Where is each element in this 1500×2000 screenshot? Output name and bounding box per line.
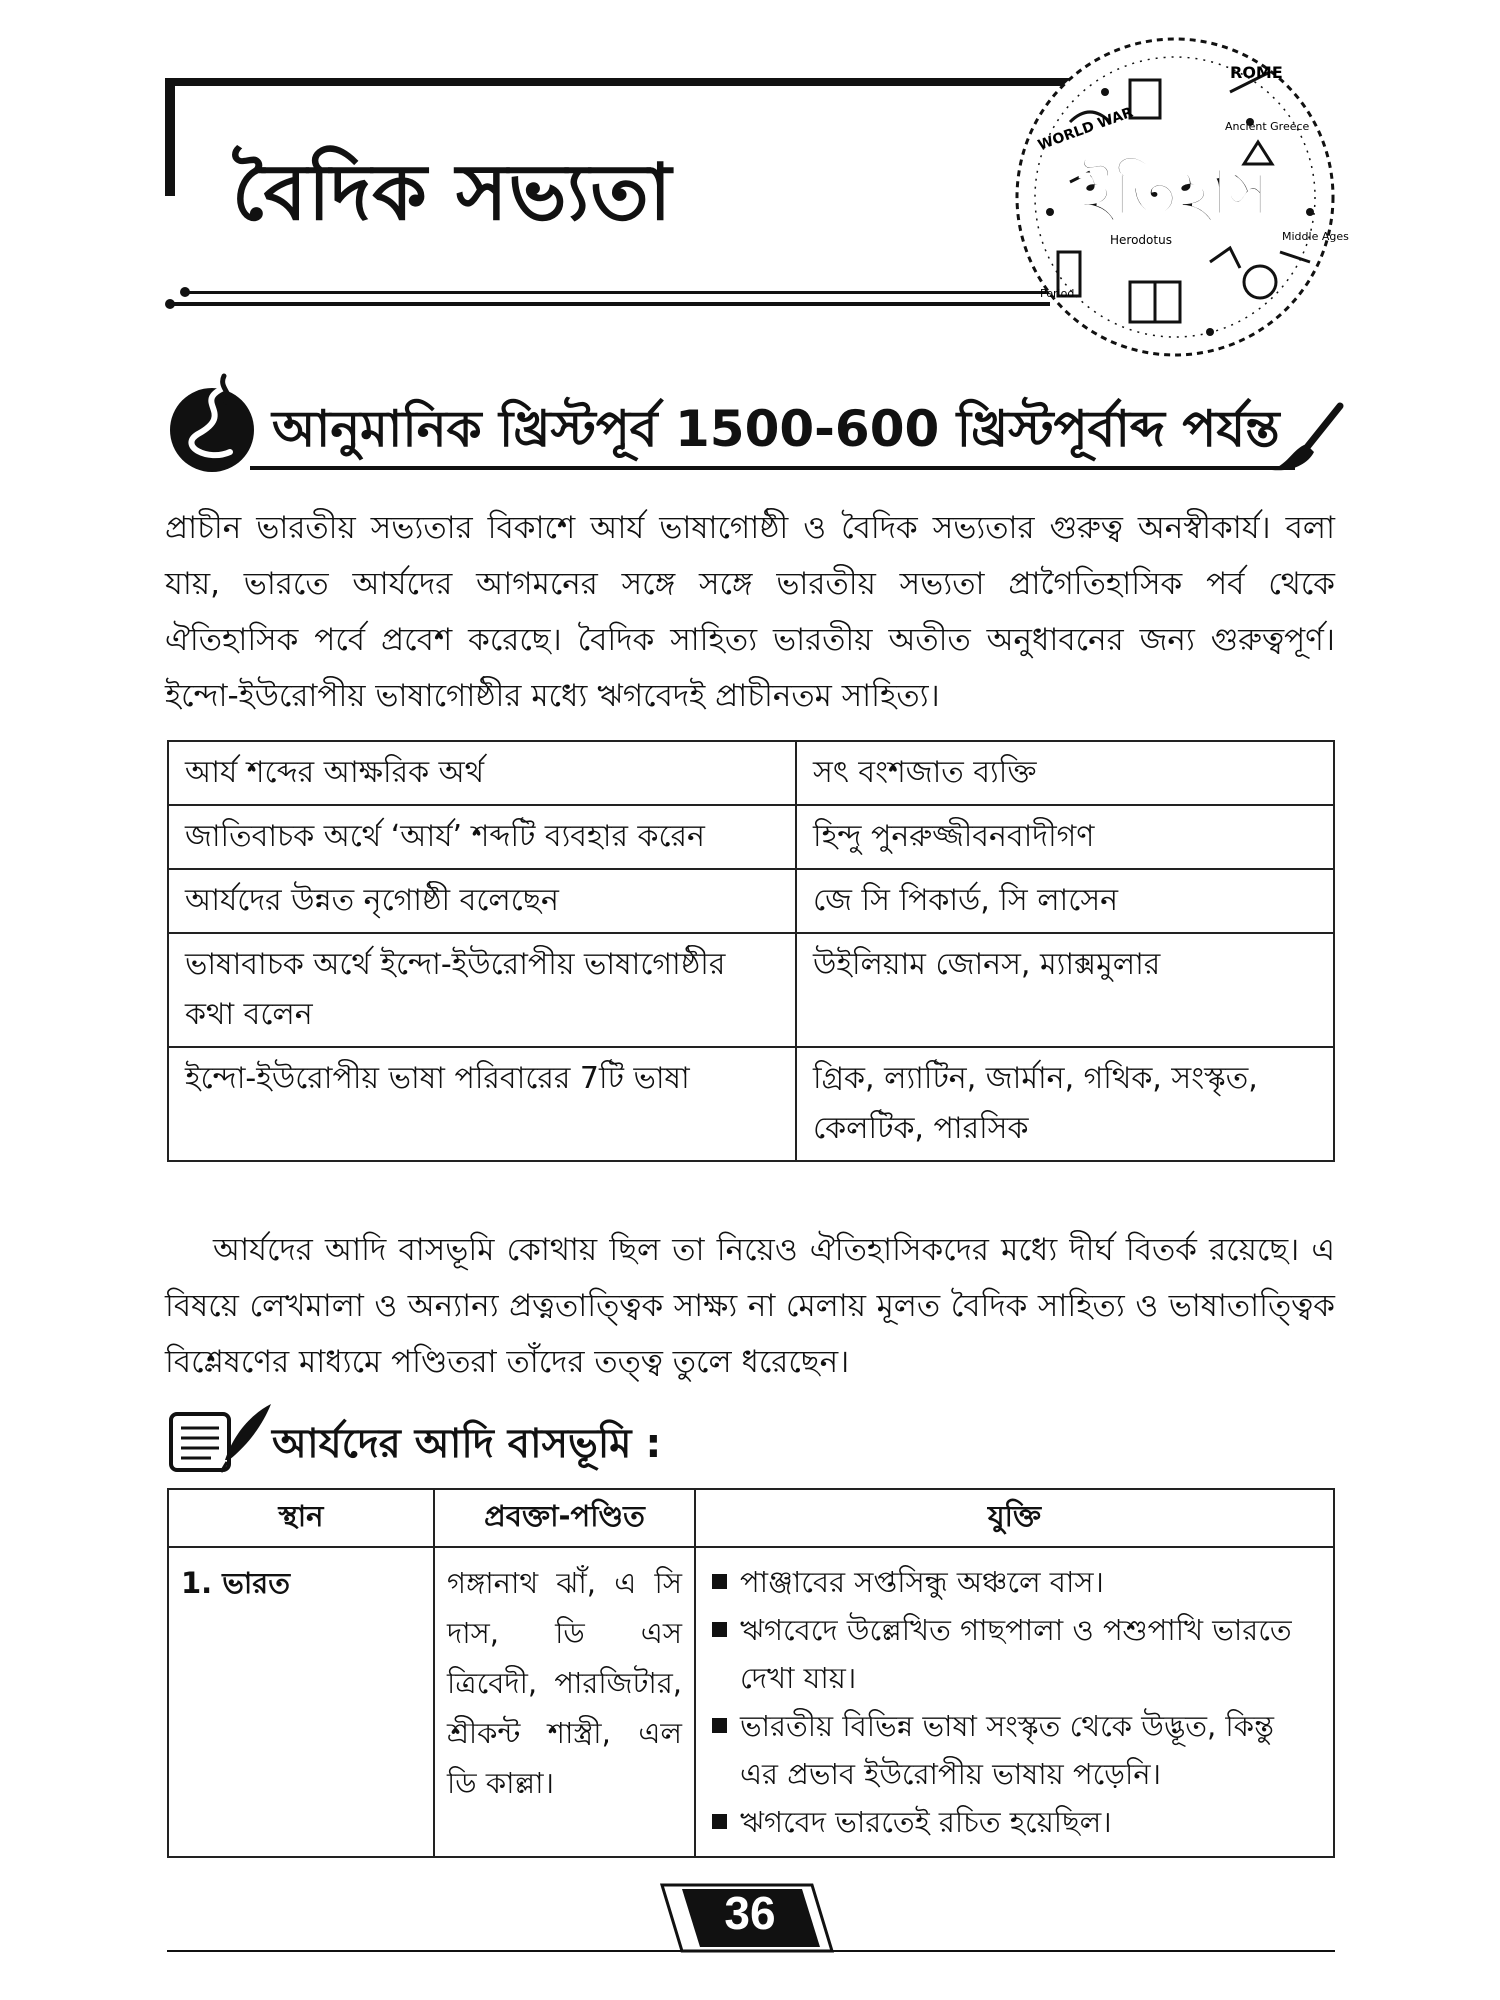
badge-label: WORLD WAR bbox=[1035, 104, 1136, 154]
table-cell: সৎ বংশজাত ব্যক্তি bbox=[796, 741, 1334, 805]
badge-label: Herodotus bbox=[1110, 233, 1172, 247]
table-row bbox=[168, 1547, 1334, 1857]
header-left-bar bbox=[165, 78, 175, 196]
list-item: ঋগবেদে উল্লেখিত গাছপালা ও পশুপাখি ভারতে দেখা যায়। bbox=[708, 1606, 1321, 1702]
reasons-list bbox=[708, 1558, 1321, 1846]
table-cell: আর্য শব্দের আক্ষরিক অর্থ bbox=[168, 741, 796, 805]
column-header-scholars: প্রবক্তা-পণ্ডিত bbox=[434, 1489, 695, 1547]
page-title: বৈদিক সভ্যতা bbox=[232, 148, 673, 238]
badge-main-text: ইতিহাস bbox=[1080, 156, 1270, 229]
table-cell: উইলিয়াম জোনস, ম্যাক্সমুলার bbox=[796, 933, 1334, 1047]
place-cell: 1. ভারত bbox=[168, 1547, 434, 1857]
history-badge-icon bbox=[1010, 32, 1349, 362]
list-item: ঋগবেদ ভারতেই রচিত হয়েছিল। bbox=[708, 1798, 1321, 1846]
paintbrush-icon bbox=[1268, 402, 1344, 476]
list-item: পাঞ্জাবের সপ্তসিন্ধু অঞ্চলে বাস। bbox=[708, 1558, 1321, 1606]
table-row bbox=[168, 933, 1334, 1047]
column-header-place: স্থান bbox=[168, 1489, 434, 1547]
homeland-table bbox=[167, 1488, 1335, 1858]
table-cell: আর্যদের উন্নত নৃগোষ্ঠী বলেছেন bbox=[168, 869, 796, 933]
list-item: ভারতীয় বিভিন্ন ভাষা সংস্কৃত থেকে উদ্ভূত, কিন্তু এর প্রভাব ইউরোপীয় ভাষায় পড়েনি। bbox=[708, 1702, 1321, 1798]
badge-label: Ancient Greece bbox=[1225, 120, 1310, 133]
table-row bbox=[168, 741, 1334, 805]
facts-table bbox=[167, 740, 1335, 1162]
table-cell: গ্রিক, ল্যাটিন, জার্মান, গথিক, সংস্কৃত, কেলটিক, পারসিক bbox=[796, 1047, 1334, 1161]
table-cell: জাতিবাচক অর্থে ‘আর্য’ শব্দটি ব্যবহার করেন bbox=[168, 805, 796, 869]
table-cell: ইন্দো-ইউরোপীয় ভাষা পরিবারের 7টি ভাষা bbox=[168, 1047, 796, 1161]
homeland-paragraph: আর্যদের আদি বাসভূমি কোথায় ছিল তা নিয়েও ঐতিহাসিকদের মধ্যে দীর্ঘ বিতর্ক রয়েছে। এ বিষয়ে লেখমালা ও অন্যান্য প্রত্নতাত্ত্বিক সাক্ষ্য না মেলায় মূলত বৈদিক সাহিত্য ও ভাষাতাত্ত্বিক বিশ্লেষণের মাধ্যমে পণ্ডিতরা তাঁদের তত্ত্ব তুলে ধরেছেন। bbox=[165, 1232, 1335, 1380]
table-row bbox=[168, 805, 1334, 869]
header-double-rule-top bbox=[185, 291, 1050, 294]
badge-label: Middle Ages bbox=[1282, 230, 1349, 243]
section-banner-title: আনুমানিক খ্রিস্টপূর্ব 1500-600 খ্রিস্টপূর্বাব্দ পর্যন্ত bbox=[272, 400, 1280, 458]
header-double-rule-bottom bbox=[170, 302, 1050, 306]
scroll-quill-icon bbox=[165, 1400, 275, 1478]
table-row bbox=[168, 1047, 1334, 1161]
badge-label: ROME bbox=[1230, 63, 1283, 82]
table-cell: হিন্দু পুনরুজ্জীবনবাদীগণ bbox=[796, 805, 1334, 869]
header-top-rule bbox=[165, 78, 1070, 86]
column-header-reasons: যুক্তি bbox=[695, 1489, 1334, 1547]
reasons-cell bbox=[695, 1547, 1334, 1857]
rule-dot bbox=[165, 299, 175, 309]
swirl-logo-icon bbox=[168, 372, 256, 480]
intro-paragraph: প্রাচীন ভারতীয় সভ্যতার বিকাশে আর্য ভাষাগোষ্ঠী ও বৈদিক সভ্যতার গুরুত্ব অনস্বীকার্য। বলা যায়, ভারতে আর্যদের আগমনের সঙ্গে সঙ্গে ভারতীয় সভ্যতা প্রাগৈতিহাসিক পর্ব থেকে ঐতিহাসিক পর্বে প্রবেশ করেছে। বৈদিক সাহিত্য ভারতীয় অতীত অনুধাবনের জন্য গুরুত্বপূর্ণ। ইন্দো-ইউরোপীয় ভাষাগোষ্ঠীর মধ্যে ঋগবেদই প্রাচীনতম সাহিত্য। bbox=[165, 510, 1335, 714]
badge-label: Period bbox=[1040, 287, 1075, 300]
homeland-subheading: আর্যদের আদি বাসভূমি : bbox=[272, 1421, 662, 1467]
section-banner-underline bbox=[250, 466, 1295, 470]
rule-dot bbox=[180, 287, 190, 297]
table-header-row bbox=[168, 1489, 1334, 1547]
table-cell: জে সি পিকার্ড, সি লাসেন bbox=[796, 869, 1334, 933]
table-cell: ভাষাবাচক অর্থে ইন্দো-ইউরোপীয় ভাষাগোষ্ঠীর কথা বলেন bbox=[168, 933, 796, 1047]
scholars-cell: গঙ্গানাথ ঝাঁ, এ সি দাস, ডি এস ত্রিবেদী, পারজিটার, শ্রীকন্ট শাস্ত্রী, এল ডি কাল্লা। bbox=[434, 1547, 695, 1857]
table-row bbox=[168, 869, 1334, 933]
page-number: 36 bbox=[724, 1887, 776, 1939]
